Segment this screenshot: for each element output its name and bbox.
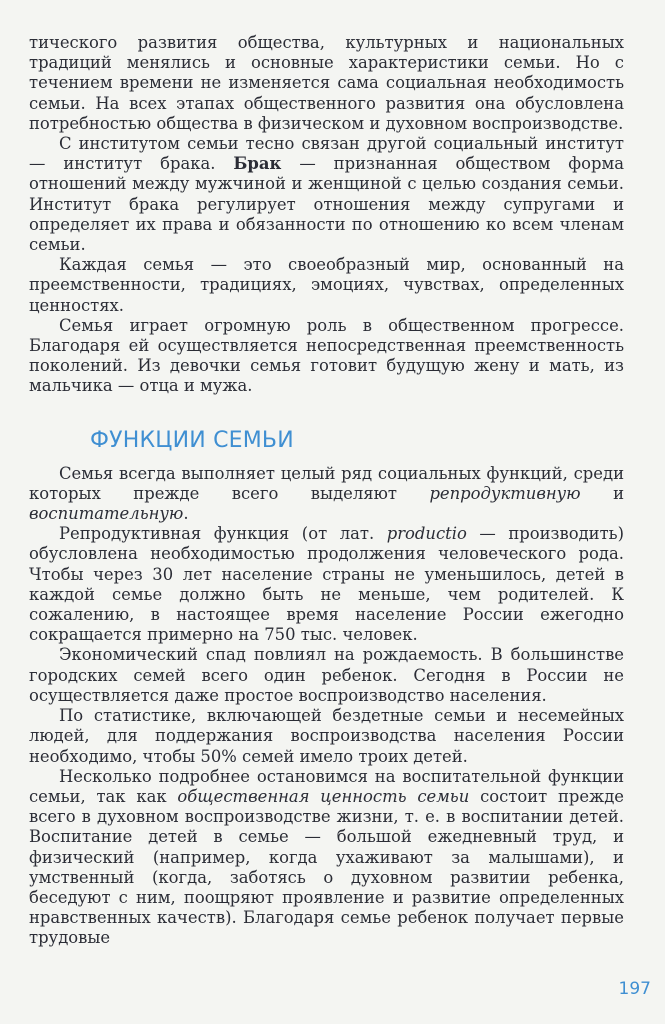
paragraph: [29, 134, 624, 255]
paragraph: По статистике, включающей бездетные семьи и несемейных людей, для поддержания воспроизводства населения России необходимо, чтобы 50% семей имело троих детей.: [29, 706, 624, 766]
paragraph-text: С институтом семьи тесно связан другой социальный институт — институт брака.: [29, 134, 624, 174]
paragraph: тического развития общества, культурных и национальных традиций менялись и основные характеристики семьи. Но с течением времени не изменяется сама социальная необходимость семьи. На всех этапах общественного развития она обусловлена потребностью общества в физическом и духовном воспроизводстве.: [29, 33, 624, 133]
page-number: 197: [618, 979, 651, 999]
page-text: [29, 33, 624, 949]
paragraph-text: Репродуктивная функция (от лат.: [59, 524, 387, 544]
section-heading: ФУНКЦИИ СЕМЬИ: [90, 427, 294, 453]
paragraph-text: — признанная обществом форма отношений между мужчиной и женщиной с целью создания семьи. Институт брака регулирует отношения между супругами и определяет их права и обязанности по отношению ко всем членам семьи.: [29, 154, 624, 255]
paragraph: Семья играет огромную роль в общественном прогрессе. Благодаря ей осуществляется непосредственная преемственность поколений. Из девочки семья готовит будущую жену и мать, из мальчика — отца и мужа.: [29, 315, 624, 396]
paragraph: [29, 464, 624, 525]
italic-term: воспитательную: [29, 504, 184, 524]
paragraph: Каждая семья — это своеобразный мир, основанный на преемственности, традициях, эмоциях, чувствах, определенных ценностях.: [29, 255, 624, 315]
paragraph-text: — производить) обусловлена необходимостью продолжения человеческого рода. Чтобы через 30 лет население страны не уменьшилось, детей в каждой семье должно быть не меньше, чем родителей. К сожалению, в настоящее время население России ежегодно сокращается примерно на 750 тыс. человек.: [29, 524, 624, 645]
paragraph-text: Несколько подробнее остановимся на воспитательной функции семьи, так как: [29, 766, 624, 806]
paragraph-text: .: [183, 504, 189, 524]
paragraph-text: Семья всегда выполняет целый ряд социальных функций, среди которых прежде всего выделяют: [29, 463, 624, 503]
paragraph: Экономический спад повлиял на рождаемость. В большинстве городских семей всего один ребенок. Сегодня в России не осуществляется даже простое воспроизводство населения.: [29, 645, 624, 705]
paragraph-text: и: [580, 483, 625, 503]
paragraph: [29, 524, 624, 645]
italic-term: общественная ценность семьи: [177, 786, 470, 806]
italic-term: репродуктивную: [429, 483, 581, 503]
bold-term: Брак: [233, 154, 282, 174]
italic-term: productio: [386, 524, 467, 544]
paragraph: [29, 767, 624, 949]
paragraph-text: состоит прежде всего в духовном воспроизводстве жизни, т. е. в воспитании детей. Воспитание детей в семье — большой ежедневный труд, и физический (например, когда ухаживают за малышами), и умственный (когда, заботясь о духовном развитии ребенка, беседуют с ним, поощряют проявление и развитие определенных нравственных качеств). Благодаря семье ребенок получает первые трудовые: [29, 786, 624, 948]
